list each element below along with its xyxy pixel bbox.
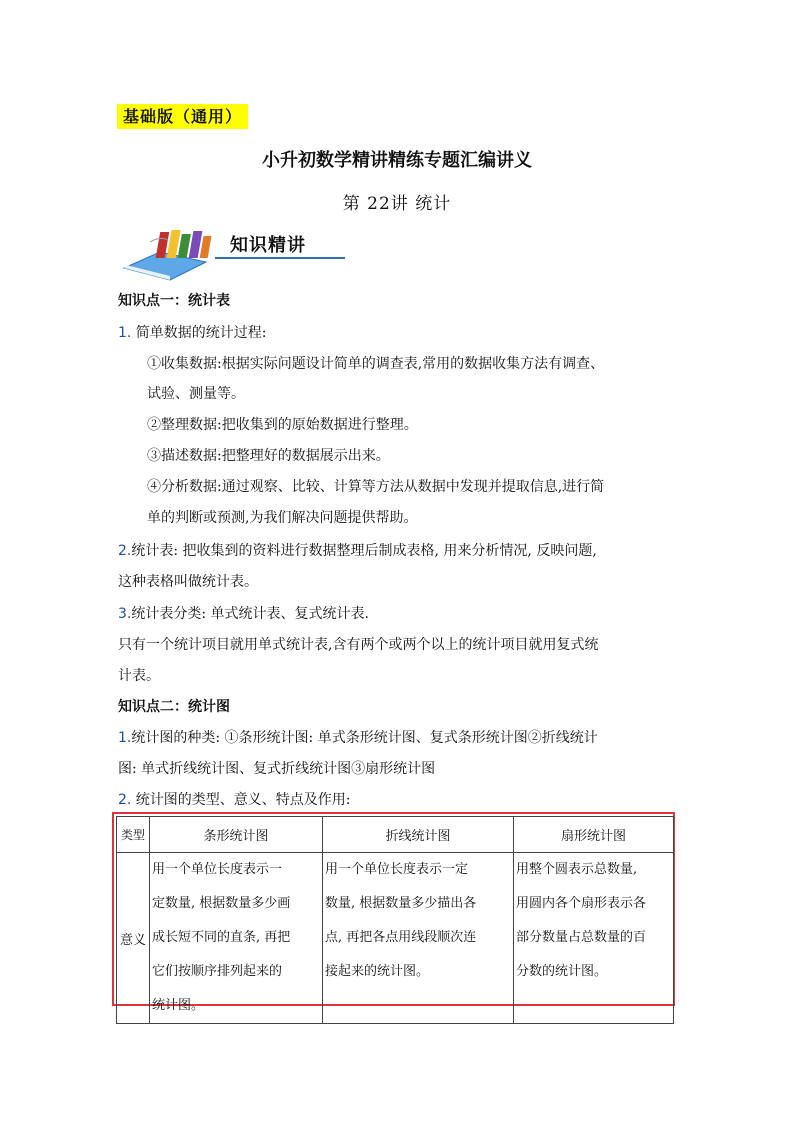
item-collect-line1: ①收集数据:根据实际问题设计简单的调查表,常用的数据收集方法有调查、 — [147, 356, 605, 372]
item-2-line2: 这种表格叫做统计表。 — [118, 574, 258, 590]
table-header-row — [117, 817, 674, 853]
chart-features-line: 2. 统计图的类型、意义、特点及作用: — [118, 792, 351, 808]
edition-badge: 基础版（通用） — [117, 104, 248, 129]
lecture-subtitle: 第 22讲 统计 — [342, 194, 452, 214]
section1-heading: 知识点一：统计表 — [118, 293, 230, 309]
item-1-line: 1. 简单数据的统计过程: — [118, 325, 267, 341]
header-bar-chart: 条形统计图 — [150, 817, 323, 853]
item-describe-line: ③描述数据:把整理好的数据展示出来。 — [147, 448, 390, 464]
section2-heading: 知识点二：统计图 — [118, 699, 230, 715]
chart-types-line2: 图: 单式折线统计图、复式折线统计图③扇形统计图 — [118, 761, 436, 777]
document-title: 小升初数学精讲精练专题汇编讲义 — [262, 150, 532, 171]
item-organize-line: ②整理数据:把收集到的原始数据进行整理。 — [147, 417, 418, 433]
header-line-chart: 折线统计图 — [323, 817, 514, 853]
pie-chart-meaning: 用整个圆表示总数量, 用圆内各个扇形表示各 部分数量占总数量的百 分数的统计图。 — [514, 853, 674, 1024]
item-3-note-line2: 计表。 — [118, 668, 160, 684]
header-type: 类型 — [117, 817, 150, 853]
item-analyze-line2: 单的判断或预测,为我们解决问题提供帮助。 — [147, 510, 418, 526]
item-3-line: 3.统计表分类: 单式统计表、复式统计表. — [118, 606, 369, 622]
line-chart-meaning: 用一个单位长度表示一定 数量, 根据数量多少描出各 点, 再把各点用线段顺次连 接起来的统计图。 — [323, 853, 514, 1024]
bar-chart-meaning: 用一个单位长度表示一 定数量, 根据数量多少画 成长短不同的直条, 再把 它们按顺序排列起来的 统计图。 — [150, 853, 323, 1024]
item-3-note-line1: 只有一个统计项目就用单式统计表,含有两个或两个以上的统计项目就用复式统 — [118, 637, 599, 653]
item-collect-line2: 试验、测量等。 — [147, 386, 245, 402]
row-label-meaning: 意义 — [117, 853, 150, 1024]
header-pie-chart: 扇形统计图 — [514, 817, 674, 853]
banner-label: 知识精讲 — [230, 235, 306, 256]
chart-types-line1: 1.统计图的种类: ①条形统计图: 单式条形统计图、复式条形统计图②折线统计 — [118, 730, 598, 746]
item-2-line1: 2.统计表: 把收集到的资料进行数据整理后制成表格, 用来分析情况, 反映问题, — [118, 543, 597, 559]
chart-comparison-table — [116, 816, 674, 1024]
item-analyze-line1: ④分析数据:通过观察、比较、计算等方法从数据中发现并提取信息,进行简 — [147, 479, 605, 495]
table-row — [117, 853, 674, 1024]
